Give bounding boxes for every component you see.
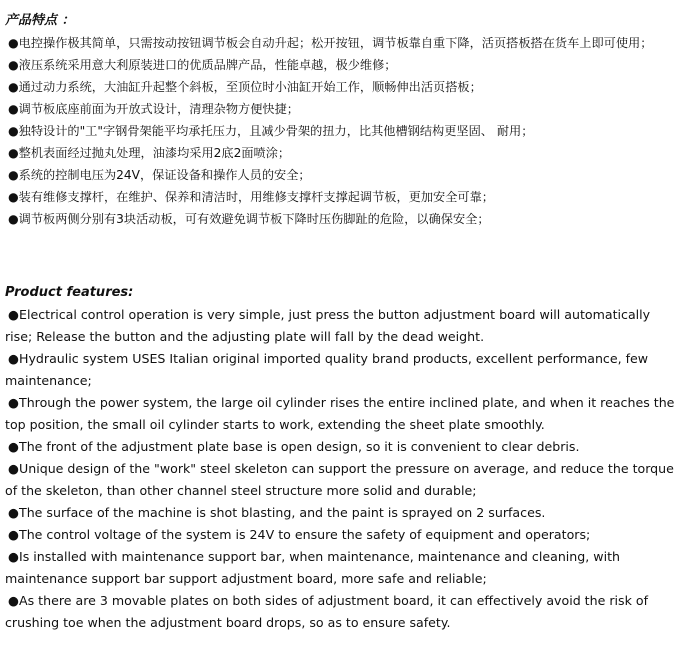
list-item: ●Hydraulic system USES Italian original imported quality brand products, excellent performance, few maintenance; <box>5 351 649 388</box>
bullet-icon: ● <box>8 80 19 94</box>
bullet-icon: ● <box>8 212 19 226</box>
bullet-icon: ● <box>8 527 19 542</box>
bullet-icon: ● <box>8 351 19 366</box>
bullet-icon: ● <box>8 58 19 72</box>
list-item: ●Electrical control operation is very simple, just press the button adjustment board will automatically rise; Release the button and the adjusting plate will fall by the dead weight. <box>5 307 651 344</box>
bullet-icon: ● <box>8 593 19 608</box>
list-item: ●Through the power system, the large oil cylinder rises the entire inclined plate, and when it reaches the top position, the small oil cylinder starts to work, extending the sheet plate smoothly. <box>5 395 675 432</box>
product-features-cn-section <box>5 10 675 230</box>
list-item: ●The front of the adjustment plate base is open design, so it is convenient to clear debris. <box>8 439 580 454</box>
list-item: ●As there are 3 movable plates on both sides of adjustment board, it can effectively avoid the risk of crushing toe when the adjustment board drops, so as to ensure safety. <box>5 593 649 630</box>
list-item: ●液压系统采用意大利原装进口的优质品牌产品，性能卓越，极少维修； <box>8 58 397 72</box>
list-item: ●Is installed with maintenance support bar, when maintenance, maintenance and cleaning, with maintenance support bar support adjustment board, more safe and reliable; <box>5 549 621 586</box>
bullet-icon: ● <box>8 146 19 160</box>
bullet-icon: ● <box>8 461 19 476</box>
list-item: ●系统的控制电压为24V，保证设备和操作人员的安全； <box>8 168 311 182</box>
list-item: ●电控操作极其简单，只需按动按钮调节板会自动升起；松开按钮，调节板靠自重下降，活页搭板搭在货车上即可使用； <box>8 36 653 50</box>
product-features-en-section <box>5 282 675 634</box>
list-item: ●通过动力系统，大油缸升起整个斜板，至顶位时小油缸开始工作，顺畅伸出活页搭板； <box>8 80 482 94</box>
product-features-en-list <box>5 304 675 634</box>
list-item: ●装有维修支撑杆，在维护、保养和清洁时，用维修支撑杆支撑起调节板，更加安全可靠； <box>8 190 494 204</box>
bullet-icon: ● <box>8 190 19 204</box>
list-item: ●调节板底座前面为开放式设计，清理杂物方便快捷； <box>8 102 299 116</box>
bullet-icon: ● <box>8 36 19 50</box>
list-item: ●The control voltage of the system is 24V to ensure the safety of equipment and operators; <box>8 527 591 542</box>
list-item: ●整机表面经过抛丸处理，油漆均采用2底2面喷涂； <box>8 146 291 160</box>
bullet-icon: ● <box>8 395 19 410</box>
bullet-icon: ● <box>8 102 19 116</box>
list-item: ●The surface of the machine is shot blasting, and the paint is sprayed on 2 surfaces. <box>8 505 546 520</box>
list-item: ●Unique design of the "work" steel skeleton can support the pressure on average, and reduce the torque of the skeleton, than other channel steel structure more solid and durable; <box>5 461 674 498</box>
product-features-cn-heading: 产品特点 ： <box>5 13 75 28</box>
bullet-icon: ● <box>8 549 19 564</box>
bullet-icon: ● <box>8 124 19 138</box>
bullet-icon: ● <box>8 307 19 322</box>
list-item: ●调节板两侧分别有3块活动板，可有效避免调节板下降时压伤脚趾的危险，以确保安全； <box>8 212 490 226</box>
bullet-icon: ● <box>8 439 19 454</box>
bullet-icon: ● <box>8 505 19 520</box>
product-features-cn-list <box>5 32 675 230</box>
bullet-icon: ● <box>8 168 19 182</box>
list-item: ●独特设计的"工"字钢骨架能平均承托压力，且减少骨架的扭力，比其他槽钢结构更坚固、 耐用； <box>8 124 534 138</box>
product-features-en-heading: Product features: <box>5 285 134 300</box>
